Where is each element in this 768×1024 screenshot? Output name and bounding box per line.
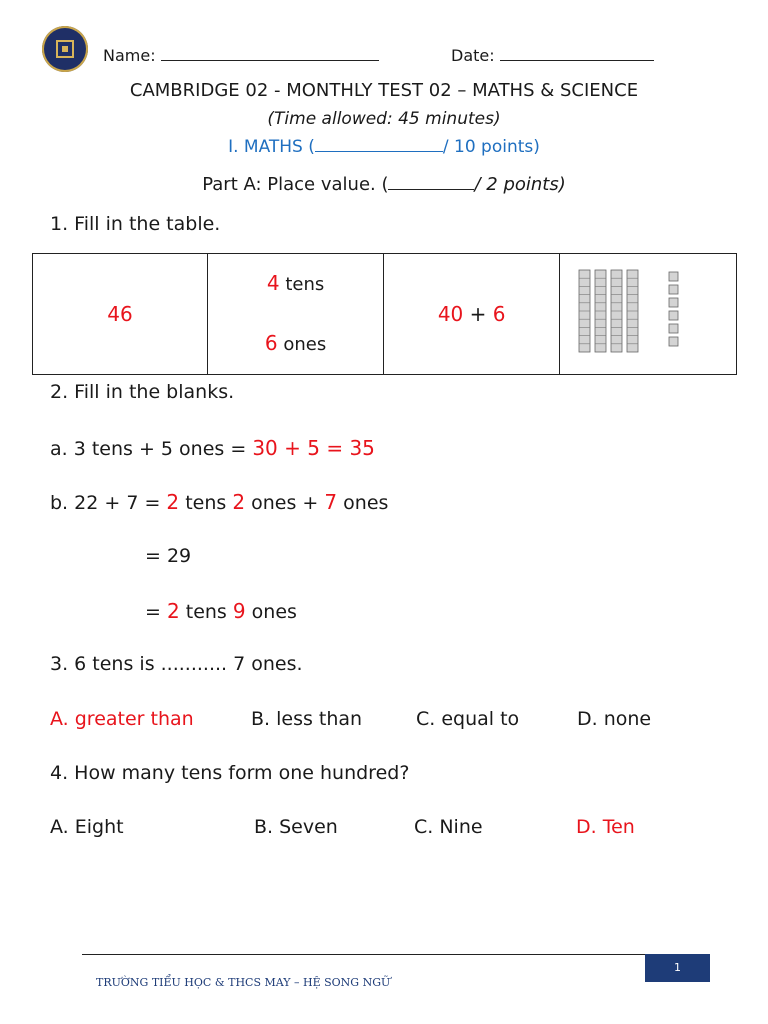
expanded-ones: 6	[492, 302, 506, 326]
q2b-line3-ones: ones	[251, 601, 297, 623]
q2b-answer-3: 7	[324, 490, 338, 514]
q2b-line-2: = 29	[145, 545, 192, 567]
q3-option-b[interactable]: B. less than	[251, 708, 363, 730]
q3-prompt: 3. 6 tens is ........... 7 ones.	[50, 653, 303, 675]
tens-rod	[627, 270, 638, 352]
q2b-tens: tens	[185, 492, 227, 514]
q2a-line	[50, 436, 375, 460]
q2b-ones: ones	[343, 492, 389, 514]
table-cell-expanded	[384, 254, 560, 375]
name-field[interactable]	[103, 44, 379, 65]
ones-digit: 6	[264, 331, 278, 355]
q2b-line3-tens: tens	[185, 601, 227, 623]
section-prefix: I. MATHS (	[228, 137, 315, 157]
date-field[interactable]	[451, 44, 654, 65]
ones-line	[208, 314, 383, 374]
ones-cube	[669, 298, 678, 307]
date-blank[interactable]	[500, 44, 654, 61]
ones-cube	[669, 272, 678, 281]
q4-option-a[interactable]: A. Eight	[50, 816, 124, 838]
q2b-ones-plus: ones +	[251, 492, 319, 514]
q2a-text: a. 3 tens + 5 ones =	[50, 438, 247, 460]
table-cell-blocks	[560, 254, 737, 375]
section-suffix: / 10 points)	[442, 137, 540, 157]
section-heading	[0, 137, 768, 157]
q2b-answer-1: 2	[166, 490, 180, 514]
name-label: Name:	[103, 46, 156, 65]
q4-option-c[interactable]: C. Nine	[414, 816, 483, 838]
tens-rod	[611, 270, 622, 352]
q1-prompt: 1. Fill in the table.	[50, 213, 221, 235]
ones-cube	[669, 337, 678, 346]
q2b-line-3	[145, 599, 297, 623]
q2a-answer: 30 + 5 = 35	[252, 436, 375, 460]
part-a-label: Part A: Place value. (	[202, 174, 389, 195]
ones-cube	[669, 324, 678, 333]
q3-option-a[interactable]: A. greater than	[50, 708, 194, 730]
tens-rod	[579, 270, 590, 352]
footer-divider	[82, 954, 710, 955]
q2b-line3-eq: =	[145, 601, 161, 623]
section-score-blank[interactable]	[315, 137, 443, 152]
q2b-line	[50, 490, 388, 514]
page-number: 1	[645, 954, 710, 982]
q3-option-d[interactable]: D. none	[577, 708, 652, 730]
expanded-plus: +	[469, 302, 487, 326]
q4-option-b[interactable]: B. Seven	[254, 816, 338, 838]
q2b-line3-answer-2: 9	[232, 599, 246, 623]
page-title: CAMBRIDGE 02 - MONTHLY TEST 02 – MATHS & SCIENCE	[129, 80, 639, 101]
part-a-score-blank[interactable]	[388, 175, 474, 190]
q4-option-d[interactable]: D. Ten	[576, 816, 635, 838]
part-a-points: / 2 points)	[474, 174, 566, 195]
expanded-tens: 40	[437, 302, 464, 326]
q2-prompt: 2. Fill in the blanks.	[50, 381, 235, 403]
tens-word: tens	[285, 274, 325, 295]
ones-cube	[669, 285, 678, 294]
school-logo	[42, 26, 88, 72]
tens-digit: 4	[266, 271, 280, 295]
q2b-answer-2: 2	[232, 490, 246, 514]
q2b-text: b. 22 + 7 =	[50, 492, 161, 514]
q3-option-c[interactable]: C. equal to	[416, 708, 520, 730]
q2b-line3-answer-1: 2	[166, 599, 180, 623]
ones-cube	[669, 311, 678, 320]
time-allowed: (Time allowed: 45 minutes)	[267, 109, 501, 129]
q4-prompt: 4. How many tens form one hundred?	[50, 762, 410, 784]
date-label: Date:	[451, 46, 495, 65]
ones-word: ones	[283, 334, 327, 355]
name-blank[interactable]	[161, 44, 379, 61]
table-cell-tens-ones	[208, 254, 384, 375]
place-value-table	[32, 253, 737, 375]
footer-school-name: TRƯỜNG TIỂU HỌC & THCS MAY – HỆ SONG NGỮ	[96, 976, 391, 989]
tens-rod	[595, 270, 606, 352]
tens-line	[208, 254, 383, 314]
table-cell-number: 46	[33, 254, 208, 375]
base-ten-blocks	[573, 266, 723, 358]
part-a-heading	[0, 174, 768, 195]
